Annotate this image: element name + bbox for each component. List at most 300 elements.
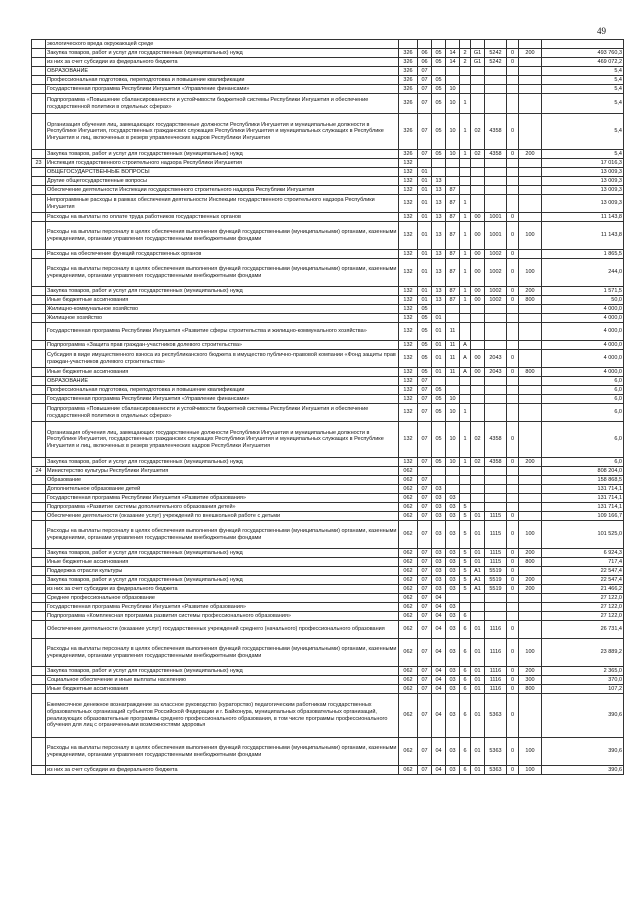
program-code-cell [446,377,460,386]
subprogram-code-cell [460,186,471,195]
description-cell: Поддержка отрасли культуры [46,567,399,576]
expense-type-code-cell [519,694,542,738]
section-code-cell: 07 [418,594,432,603]
direction-code-cell: 1001 [485,213,507,222]
row-number-cell [32,350,46,368]
amount-cell: 2 365,0 [542,667,624,676]
direction-code-cell: 5519 [485,585,507,594]
ministry-code-cell: 132 [399,341,418,350]
description-cell: Закупка товаров, работ и услуг для государственных (муниципальных) нужд [46,549,399,558]
subprogram-code-cell: 5 [460,512,471,521]
direction-code-cell: 4358 [485,114,507,150]
amount-cell: 131 714,1 [542,503,624,512]
subprogram-code-cell [460,159,471,168]
subprogram-code-cell: А [460,341,471,350]
table-row [32,213,624,222]
section-code-cell: 07 [418,503,432,512]
expense-type-code-cell [519,186,542,195]
event-code-cell: 02 [471,114,485,150]
program-code-cell: 11 [446,341,460,350]
ministry-code-cell: 132 [399,222,418,250]
amount-cell: 469 072,2 [542,58,624,67]
amount-cell: 6,0 [542,395,624,404]
amount-cell: 27 122,0 [542,603,624,612]
ministry-code-cell: 132 [399,213,418,222]
program-code-cell [446,476,460,485]
program-code-cell: 11 [446,368,460,377]
ministry-code-cell: 326 [399,85,418,94]
sub-code-cell [507,67,519,76]
program-code-cell: 03 [446,621,460,639]
subsection-code-cell: 05 [432,422,446,458]
table-row [32,222,624,250]
description-cell: Инспекция государственного строительного надзора Республики Ингушетия [46,159,399,168]
row-number-cell [32,58,46,67]
ministry-code-cell: 062 [399,558,418,567]
direction-code-cell: 4358 [485,422,507,458]
direction-code-cell [485,94,507,114]
table-row [32,558,624,567]
subprogram-code-cell [460,494,471,503]
row-number-cell [32,168,46,177]
amount-cell: 5,4 [542,76,624,85]
table-row [32,476,624,485]
direction-code-cell [485,603,507,612]
row-number-cell [32,738,46,766]
event-code-cell [471,341,485,350]
event-code-cell: 01 [471,639,485,667]
event-code-cell [471,67,485,76]
subprogram-code-cell [460,467,471,476]
direction-code-cell [485,85,507,94]
amount-cell: 6,0 [542,422,624,458]
subprogram-code-cell: 6 [460,612,471,621]
direction-code-cell [485,612,507,621]
expense-type-code-cell: 200 [519,576,542,585]
event-code-cell: 01 [471,676,485,685]
sub-code-cell [507,612,519,621]
subsection-code-cell: 05 [432,150,446,159]
amount-cell: 23 889,2 [542,639,624,667]
program-code-cell [446,467,460,476]
row-number-cell [32,422,46,458]
subsection-code-cell: 13 [432,195,446,213]
program-code-cell: 10 [446,458,460,467]
description-cell: Расходы на выплаты по оплате труда работников государственных органов [46,213,399,222]
expense-type-code-cell [519,305,542,314]
expense-type-code-cell: 800 [519,368,542,377]
program-code-cell: 10 [446,94,460,114]
direction-code-cell [485,168,507,177]
row-number-cell [32,222,46,250]
description-cell: Обеспечение деятельности (оказание услуг) учреждений по внешкольной работе с детьми [46,512,399,521]
sub-code-cell: 0 [507,287,519,296]
row-number-cell [32,85,46,94]
subsection-code-cell: 05 [432,404,446,422]
amount-cell: 244,0 [542,259,624,287]
row-number-cell [32,667,46,676]
row-number-cell [32,621,46,639]
event-code-cell: 01 [471,621,485,639]
sub-code-cell [507,85,519,94]
program-code-cell: 87 [446,287,460,296]
subsection-code-cell: 13 [432,250,446,259]
amount-cell: 4 000,0 [542,305,624,314]
expense-type-code-cell [519,94,542,114]
table-row [32,85,624,94]
program-code-cell [446,594,460,603]
amount-cell: 11 143,8 [542,213,624,222]
description-cell: Непрограммные расходы в рамках обеспечения деятельности Инспекции государственного строительного надзора Республики Ингушетия [46,195,399,213]
program-code-cell: 03 [446,521,460,549]
table-row [32,685,624,694]
program-code-cell: 03 [446,558,460,567]
event-code-cell [471,85,485,94]
expense-type-code-cell: 800 [519,558,542,567]
subprogram-code-cell: 6 [460,639,471,667]
subsection-code-cell: 05 [432,58,446,67]
direction-code-cell [485,314,507,323]
amount-cell: 11 143,8 [542,222,624,250]
row-number-cell [32,305,46,314]
amount-cell: 5,4 [542,94,624,114]
event-code-cell: 01 [471,512,485,521]
direction-code-cell [485,485,507,494]
subsection-code-cell: 04 [432,612,446,621]
row-number-cell [32,114,46,150]
section-code-cell: 01 [418,222,432,250]
description-cell: Расходы на выплаты персоналу в целях обеспечения выполнения функций государственными (муниципальными) органами, казенными учреждениями, органами управления государственными внебюджетными фондами [46,738,399,766]
section-code-cell: 01 [418,296,432,305]
program-code-cell: 14 [446,49,460,58]
sub-code-cell [507,594,519,603]
event-code-cell: А1 [471,567,485,576]
subsection-code-cell: 01 [432,323,446,341]
table-row [32,49,624,58]
ministry-code-cell: 326 [399,94,418,114]
table-row [32,368,624,377]
subsection-code-cell [432,168,446,177]
amount-cell: 21 466,2 [542,585,624,594]
sub-code-cell: 0 [507,738,519,766]
table-row [32,323,624,341]
section-code-cell: 07 [418,67,432,76]
sub-code-cell: 0 [507,576,519,585]
description-cell: Жилищное хозяйство [46,314,399,323]
section-code-cell: 01 [418,195,432,213]
program-code-cell: 11 [446,350,460,368]
expense-type-code-cell [519,377,542,386]
expense-type-code-cell: 100 [519,521,542,549]
direction-code-cell: 1116 [485,667,507,676]
section-code-cell: 07 [418,576,432,585]
amount-cell: 6,0 [542,386,624,395]
expense-type-code-cell [519,168,542,177]
event-code-cell: 00 [471,250,485,259]
subprogram-code-cell: 6 [460,694,471,738]
row-number-cell: 24 [32,467,46,476]
ministry-code-cell: 132 [399,259,418,287]
section-code-cell: 05 [418,323,432,341]
amount-cell: 4 000,0 [542,314,624,323]
subsection-code-cell: 04 [432,594,446,603]
row-number-cell [32,603,46,612]
table-row [32,458,624,467]
amount-cell: 1 865,5 [542,250,624,259]
section-code-cell: 07 [418,667,432,676]
subprogram-code-cell: 5 [460,521,471,549]
description-cell: Закупка товаров, работ и услуг для государственных (муниципальных) нужд [46,667,399,676]
program-code-cell: 03 [446,585,460,594]
direction-code-cell: 2043 [485,350,507,368]
section-code-cell: 07 [418,567,432,576]
sub-code-cell: 0 [507,512,519,521]
program-code-cell: 10 [446,114,460,150]
table-row [32,67,624,76]
description-cell: Организация обучения лиц, замещающих государственные должности Республики Ингушетия и муниципальные должности в Республике Ингушетия, государственных гражданских служащих Республики Ингушетия и муниципальных служащих в Республике Ингушетия и лиц, включенных в резерв управленческих кадров Республики Ингушетия [46,114,399,150]
amount-cell: 27 122,0 [542,612,624,621]
expense-type-code-cell [519,603,542,612]
subprogram-code-cell [460,305,471,314]
subsection-code-cell: 05 [432,49,446,58]
ministry-code-cell: 132 [399,422,418,458]
sub-code-cell: 0 [507,350,519,368]
direction-code-cell: 1001 [485,222,507,250]
expense-type-code-cell: 100 [519,639,542,667]
sub-code-cell [507,476,519,485]
program-code-cell: 03 [446,612,460,621]
ministry-code-cell: 132 [399,287,418,296]
section-code-cell: 07 [418,694,432,738]
sub-code-cell: 0 [507,58,519,67]
amount-cell: 6,0 [542,377,624,386]
direction-code-cell: 5363 [485,766,507,775]
event-code-cell [471,195,485,213]
expense-type-code-cell [519,250,542,259]
section-code-cell: 07 [418,422,432,458]
subsection-code-cell: 04 [432,685,446,694]
direction-code-cell [485,395,507,404]
table-row [32,177,624,186]
description-cell: Подпрограмма «Повышение сбалансированности и устойчивости бюджетной системы Республики Ингушетия и обеспечение государственной политики в отдельных сферах» [46,94,399,114]
direction-code-cell: 1115 [485,521,507,549]
subsection-code-cell: 01 [432,350,446,368]
section-code-cell: 07 [418,485,432,494]
expense-type-code-cell [519,314,542,323]
row-number-cell [32,512,46,521]
section-code-cell: 06 [418,49,432,58]
sub-code-cell: 0 [507,766,519,775]
description-cell: Профессиональная подготовка, переподготовка и повышение квалификации [46,76,399,85]
ministry-code-cell: 062 [399,503,418,512]
section-code-cell: 07 [418,549,432,558]
subsection-code-cell [432,305,446,314]
description-cell: Жилищно-коммунальное хозяйство [46,305,399,314]
amount-cell: 26 731,4 [542,621,624,639]
amount-cell: 4 000,0 [542,323,624,341]
ministry-code-cell: 132 [399,377,418,386]
program-code-cell: 03 [446,567,460,576]
row-number-cell [32,395,46,404]
event-code-cell [471,323,485,341]
ministry-code-cell: 062 [399,621,418,639]
direction-code-cell [485,503,507,512]
table-row [32,40,624,49]
amount-cell: 5,4 [542,67,624,76]
direction-code-cell [485,404,507,422]
program-code-cell: 10 [446,422,460,458]
row-number-cell [32,576,46,585]
subsection-code-cell [432,377,446,386]
event-code-cell: G1 [471,49,485,58]
program-code-cell: 03 [446,512,460,521]
section-code-cell: 01 [418,287,432,296]
subprogram-code-cell: 6 [460,685,471,694]
amount-cell: 22 547,4 [542,576,624,585]
subprogram-code-cell: 1 [460,404,471,422]
event-code-cell: G1 [471,58,485,67]
direction-code-cell [485,476,507,485]
table-row [32,341,624,350]
section-code-cell: 07 [418,404,432,422]
section-code-cell: 01 [418,213,432,222]
ministry-code-cell: 062 [399,576,418,585]
subprogram-code-cell: 1 [460,213,471,222]
event-code-cell [471,177,485,186]
program-code-cell [446,485,460,494]
row-number-cell [32,485,46,494]
ministry-code-cell: 132 [399,250,418,259]
table-row [32,576,624,585]
subprogram-code-cell: 5 [460,585,471,594]
direction-code-cell [485,467,507,476]
subprogram-code-cell: 1 [460,94,471,114]
sub-code-cell: 0 [507,49,519,58]
expense-type-code-cell: 800 [519,685,542,694]
event-code-cell: 00 [471,287,485,296]
ministry-code-cell: 062 [399,594,418,603]
row-number-cell [32,766,46,775]
subsection-code-cell: 01 [432,341,446,350]
ministry-code-cell: 326 [399,49,418,58]
subsection-code-cell: 04 [432,621,446,639]
table-row [32,738,624,766]
sub-code-cell: 0 [507,222,519,250]
description-cell: Иные бюджетные ассигнования [46,685,399,694]
ministry-code-cell [399,40,418,49]
description-cell: Иные бюджетные ассигнования [46,296,399,305]
program-code-cell: 03 [446,685,460,694]
expense-type-code-cell [519,594,542,603]
table-row [32,159,624,168]
table-row [32,58,624,67]
ministry-code-cell: 132 [399,314,418,323]
program-code-cell: 03 [446,738,460,766]
amount-cell: 13 009,3 [542,186,624,195]
table-row [32,467,624,476]
subsection-code-cell: 05 [432,76,446,85]
page-number: 49 [597,26,606,36]
ministry-code-cell: 062 [399,685,418,694]
amount-cell: 131 714,1 [542,494,624,503]
direction-code-cell: 1115 [485,512,507,521]
description-cell: Подпрограмма «Защита прав граждан-участников долевого строительства» [46,341,399,350]
section-code-cell: 07 [418,558,432,567]
amount-cell: 4 000,0 [542,341,624,350]
subprogram-code-cell: 6 [460,676,471,685]
expense-type-code-cell [519,386,542,395]
sub-code-cell [507,76,519,85]
section-code-cell: 05 [418,368,432,377]
description-cell: Субсидия в виде имущественного взноса из республиканского бюджета в имущество публично-правовой компании «Фонд защиты прав граждан-участников долевого строительства» [46,350,399,368]
table-row [32,766,624,775]
section-code-cell: 07 [418,458,432,467]
subprogram-code-cell [460,314,471,323]
section-code-cell: 07 [418,377,432,386]
expense-type-code-cell: 200 [519,585,542,594]
table-row [32,377,624,386]
subprogram-code-cell [460,177,471,186]
ministry-code-cell: 062 [399,766,418,775]
direction-code-cell: 1116 [485,621,507,639]
amount-cell: 390,6 [542,766,624,775]
subsection-code-cell: 13 [432,287,446,296]
ministry-code-cell: 132 [399,296,418,305]
description-cell: Государственная программа Республики Ингушетия «Управление финансами» [46,85,399,94]
event-code-cell [471,612,485,621]
event-code-cell: 02 [471,458,485,467]
row-number-cell [32,287,46,296]
event-code-cell [471,467,485,476]
description-cell: Образование [46,476,399,485]
subprogram-code-cell: 6 [460,667,471,676]
section-code-cell: 01 [418,168,432,177]
table-row [32,549,624,558]
subsection-code-cell [432,476,446,485]
description-cell: Министерство культуры Республики Ингушетия [46,467,399,476]
row-number-cell [32,558,46,567]
subsection-code-cell: 03 [432,521,446,549]
event-code-cell: 01 [471,521,485,549]
ministry-code-cell: 062 [399,585,418,594]
table-row [32,259,624,287]
description-cell: Расходы на выплаты персоналу в целях обеспечения выполнения функций государственными (муниципальными) органами, казенными учреждениями, органами управления государственными внебюджетными фондами [46,259,399,287]
ministry-code-cell: 132 [399,386,418,395]
description-cell: Расходы на выплаты персоналу в целях обеспечения выполнения функций государственными (муниципальными) органами, казенными учреждениями, органами управления государственными внебюджетными фондами [46,521,399,549]
amount-cell: 5,4 [542,150,624,159]
subprogram-code-cell [460,386,471,395]
program-code-cell: 10 [446,395,460,404]
expense-type-code-cell [519,512,542,521]
section-code-cell: 07 [418,766,432,775]
description-cell: Государственная программа Республики Ингушетия «Развитие сферы строительства и жилищно-коммунального хозяйства» [46,323,399,341]
direction-code-cell [485,40,507,49]
program-code-cell: 03 [446,766,460,775]
ministry-code-cell: 062 [399,676,418,685]
sub-code-cell [507,40,519,49]
event-code-cell: 01 [471,685,485,694]
ministry-code-cell: 132 [399,168,418,177]
row-number-cell [32,177,46,186]
program-code-cell [446,76,460,85]
direction-code-cell [485,323,507,341]
event-code-cell: 01 [471,738,485,766]
ministry-code-cell: 062 [399,485,418,494]
expense-type-code-cell [519,404,542,422]
subsection-code-cell: 05 [432,386,446,395]
amount-cell: 17 016,3 [542,159,624,168]
amount-cell: 5,4 [542,85,624,94]
